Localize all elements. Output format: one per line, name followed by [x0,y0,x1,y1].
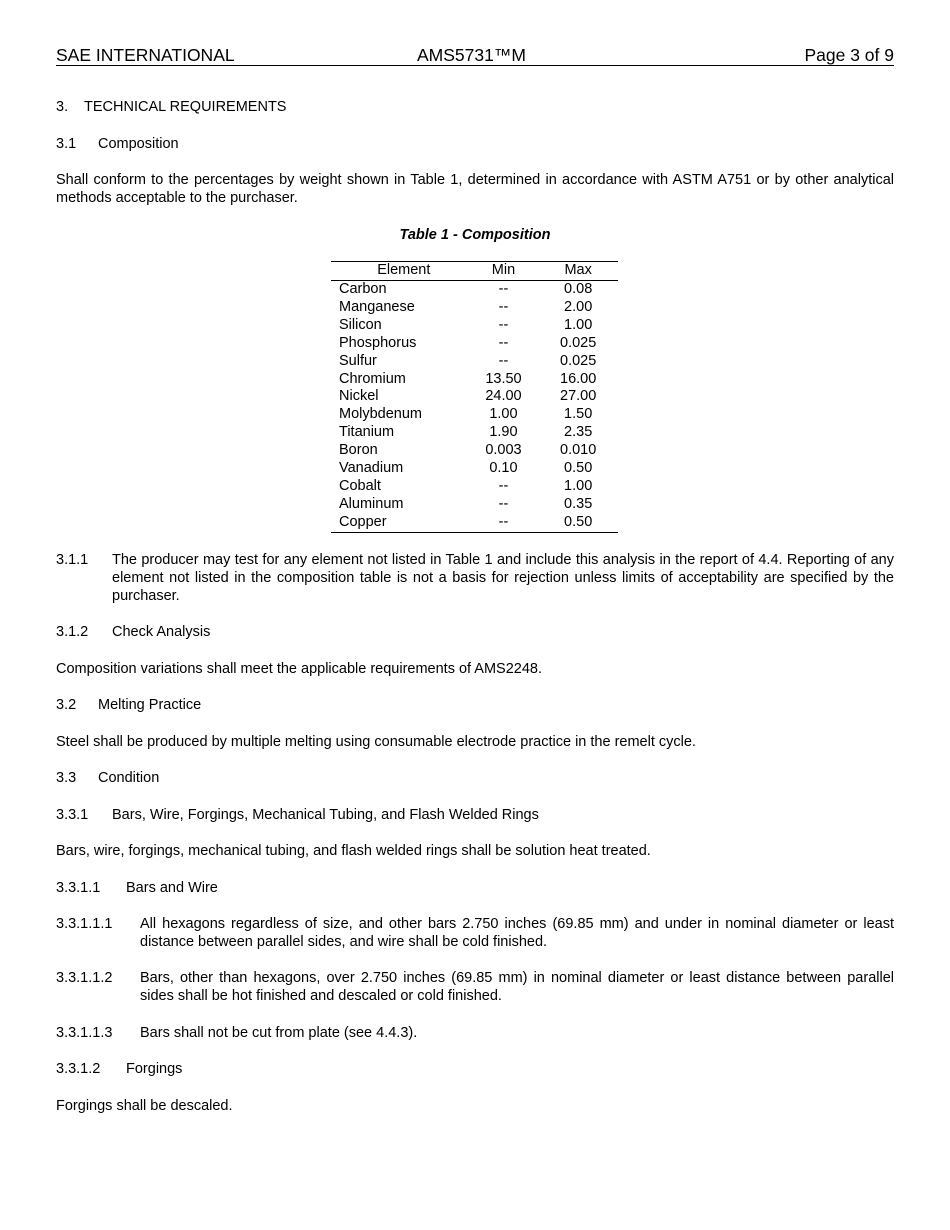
cell-min: -- [498,316,509,333]
table-row [331,442,618,460]
table-row [331,424,618,442]
section-text: All hexagons regardless of size, and other bars 2.750 inches (69.85 mm) and under in nominal diameter or least distance between parallel sides, and wire shall be cold finished. [140,916,894,950]
cell-min: -- [498,352,509,369]
section-number: 3.3.1.1 [56,880,101,896]
cell-max: 0.025 [560,334,597,351]
cell-element: Nickel [339,388,379,405]
cell-max: 0.025 [560,352,597,369]
page-header [56,44,894,66]
cell-min: -- [498,334,509,351]
section-3-1-2-heading [56,623,894,641]
cell-max: 0.08 [564,281,593,297]
cell-max: 0.50 [564,513,593,530]
cell-element: Cobalt [339,477,381,494]
section-3-1-1 [56,551,894,605]
section-text: Bars shall not be cut from plate (see 4.4.3). [140,1025,418,1041]
section-title: Melting Practice [98,697,202,713]
section-3-1-heading [56,135,894,153]
table-row [331,496,618,514]
table-row [331,353,618,371]
table-row [331,281,618,299]
section-number: 3.3.1.1.3 [56,1025,113,1041]
section-3-3-1-1-3 [56,1024,894,1042]
section-number: 3.3.1.1.1 [56,916,113,932]
cell-element: Manganese [339,298,415,315]
cell-max: 0.50 [564,460,593,477]
section-number: 3.2 [56,697,77,713]
cell-max: 16.00 [560,370,597,387]
section-3-3-1-1-2 [56,969,894,1005]
column-header-element: Element [377,262,431,279]
section-3-3-1-heading [56,806,894,824]
table-row [331,317,618,335]
composition-table [331,261,618,533]
cell-max: 1.00 [564,477,593,494]
section-title: Check Analysis [112,624,211,640]
column-header-min: Min [491,262,516,279]
cell-min: -- [498,477,509,494]
cell-min: 1.90 [489,424,518,441]
section-number: 3.3.1 [56,807,89,823]
section-number: 3.3.1.2 [56,1061,101,1077]
section-3-2-heading [56,696,894,714]
cell-min: -- [498,513,509,530]
section-number: 3.3.1.1.2 [56,970,113,986]
section-3-3-1-body: Bars, wire, forgings, mechanical tubing, and flash welded rings shall be solution heat treated. [56,843,651,859]
cell-max: 27.00 [560,388,597,405]
section-3-1-body: Shall conform to the percentages by weight shown in Table 1, determined in accordance with ASTM A751 or by other analytical methods acceptable to the purchaser. [56,172,894,206]
cell-max: 0.35 [564,495,593,512]
section-title: Condition [98,770,160,786]
section-title: Bars, Wire, Forgings, Mechanical Tubing, and Flash Welded Rings [112,807,539,823]
cell-min: 1.00 [489,406,518,423]
table-caption: Table 1 - Composition [399,227,551,243]
cell-min: -- [498,495,509,512]
header-organization: SAE INTERNATIONAL [56,45,235,65]
cell-min: -- [498,298,509,315]
cell-max: 1.50 [564,406,593,423]
cell-min: 24.00 [485,388,522,405]
section-title: Forgings [126,1061,183,1077]
section-3-3-1-2-body: Forgings shall be descaled. [56,1098,233,1114]
section-title: Composition [98,136,179,152]
cell-max: 2.35 [564,424,593,441]
section-3-3-1-1-heading [56,879,894,897]
cell-element: Titanium [339,424,395,441]
cell-element: Phosphorus [339,334,417,351]
cell-element: Carbon [339,281,387,297]
section-number: 3.1.2 [56,624,89,640]
cell-element: Sulfur [339,352,377,369]
cell-max: 0.010 [560,442,597,459]
section-3-1-2-body: Composition variations shall meet the applicable requirements of AMS2248. [56,661,543,677]
table-row [331,514,618,532]
section-3-heading [56,98,894,116]
table-row [331,406,618,424]
section-number: 3.1 [56,136,77,152]
table-row [331,388,618,406]
cell-min: -- [498,281,509,297]
cell-element: Silicon [339,316,382,333]
cell-element: Boron [339,442,378,459]
cell-min: 13.50 [485,370,522,387]
table-row [331,299,618,317]
section-text: The producer may test for any element not listed in Table 1 and include this analysis in the report of 4.4. Reporting of any element not listed in the composition table is not a basis for rejection unless limits of acceptability are specified by the purchaser. [112,552,894,604]
section-title: TECHNICAL REQUIREMENTS [84,99,287,115]
section-3-2-body: Steel shall be produced by multiple melting using consumable electrode practice in the remelt cycle. [56,734,696,750]
section-3-3-1-1-1 [56,915,894,951]
cell-min: 0.003 [485,442,522,459]
section-3-3-1-2-heading [56,1060,894,1078]
section-number: 3.1.1 [56,552,89,568]
header-page-number: Page 3 of 9 [804,45,894,65]
cell-max: 2.00 [564,298,593,315]
column-header-max: Max [564,262,592,279]
table-header-row [331,262,618,281]
cell-element: Chromium [339,370,406,387]
header-document-id: AMS5731™M [417,45,526,65]
cell-element: Molybdenum [339,406,423,423]
table-body [331,281,618,533]
table-row [331,335,618,353]
cell-element: Vanadium [339,460,404,477]
cell-max: 1.00 [564,316,593,333]
table-row [331,478,618,496]
section-number: 3.3 [56,770,77,786]
section-text: Bars, other than hexagons, over 2.750 inches (69.85 mm) in nominal diameter or least distance between parallel sides shall be hot finished and descaled or cold finished. [140,970,894,1004]
section-3-3-heading [56,769,894,787]
cell-element: Aluminum [339,495,404,512]
section-number: 3. [56,99,69,115]
table-row [331,460,618,478]
cell-element: Copper [339,513,387,530]
cell-min: 0.10 [489,460,518,477]
table-row [331,371,618,389]
section-title: Bars and Wire [126,880,218,896]
